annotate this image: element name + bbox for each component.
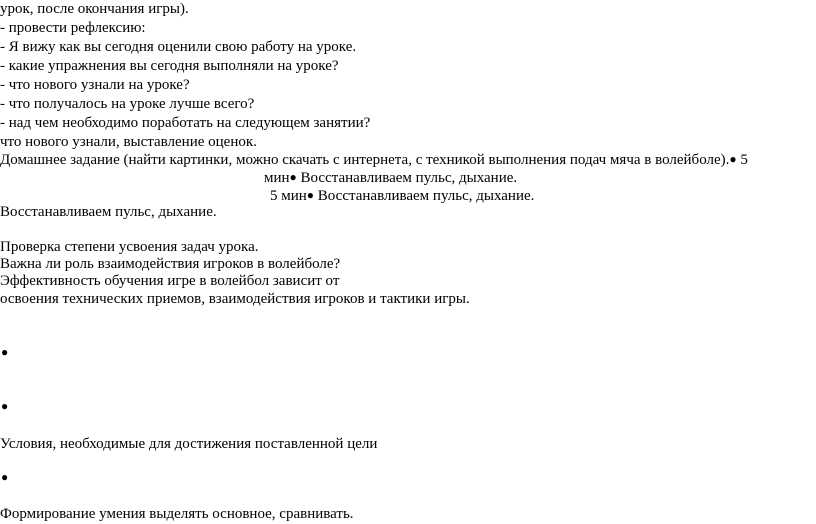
bullet-icon: ● <box>306 188 315 202</box>
check-line-1: Проверка степени усвоения задач урока. <box>0 239 259 255</box>
bullet-icon: ● <box>1 345 9 359</box>
centered-line-2 <box>270 186 534 206</box>
centered-line-1 <box>264 168 517 188</box>
homework-line <box>0 150 748 170</box>
bullet-icon: ● <box>729 152 737 166</box>
text-line-6: - что получалось на уроке лучше всего? <box>0 96 255 112</box>
check-line-4: освоения технических приемов, взаимодействия игроков и тактики игры. <box>0 291 470 307</box>
text-line-7: - над чем необходимо поработать на следующем занятии? <box>0 115 371 131</box>
centered-line-2-text: Восстанавливаем пульс, дыхание. <box>317 188 535 204</box>
text-line-2: - провести рефлексию: <box>0 20 146 36</box>
centered-line-2-prefix: 5 мин <box>270 188 307 204</box>
text-line-3: - Я вижу как вы сегодня оценили свою работу на уроке. <box>0 39 357 55</box>
centered-line-1-text: Восстанавливаем пульс, дыхание. <box>300 170 518 186</box>
conditions-line: Условия, необходимые для достижения поставленной цели <box>0 436 378 452</box>
homework-text: Домашнее задание (найти картинки, можно скачать с интернета, с техникой выполнения подач мяча в волейболе). <box>0 152 730 168</box>
homework-tail: 5 <box>740 152 748 168</box>
restore-line: Восстанавливаем пульс, дыхание. <box>0 204 217 220</box>
check-line-3: Эффективность обучения игре в волейбол зависит от <box>0 273 340 289</box>
centered-line-1-prefix: мин <box>264 170 290 186</box>
text-line-5: - что нового узнали на уроке? <box>0 77 190 93</box>
bullet-icon: ● <box>1 399 9 413</box>
text-line-4: - какие упражнения вы сегодня выполняли на уроке? <box>0 58 339 74</box>
text-line-8: что нового узнали, выставление оценок. <box>0 134 257 150</box>
bullet-icon: ● <box>289 170 297 184</box>
check-line-2: Важна ли роль взаимодействия игроков в волейболе? <box>0 256 341 272</box>
bullet-icon: ● <box>1 470 9 484</box>
skills-line: Формирование умения выделять основное, сравнивать. <box>0 506 354 522</box>
text-line-1: урок, после окончания игры). <box>0 1 189 17</box>
